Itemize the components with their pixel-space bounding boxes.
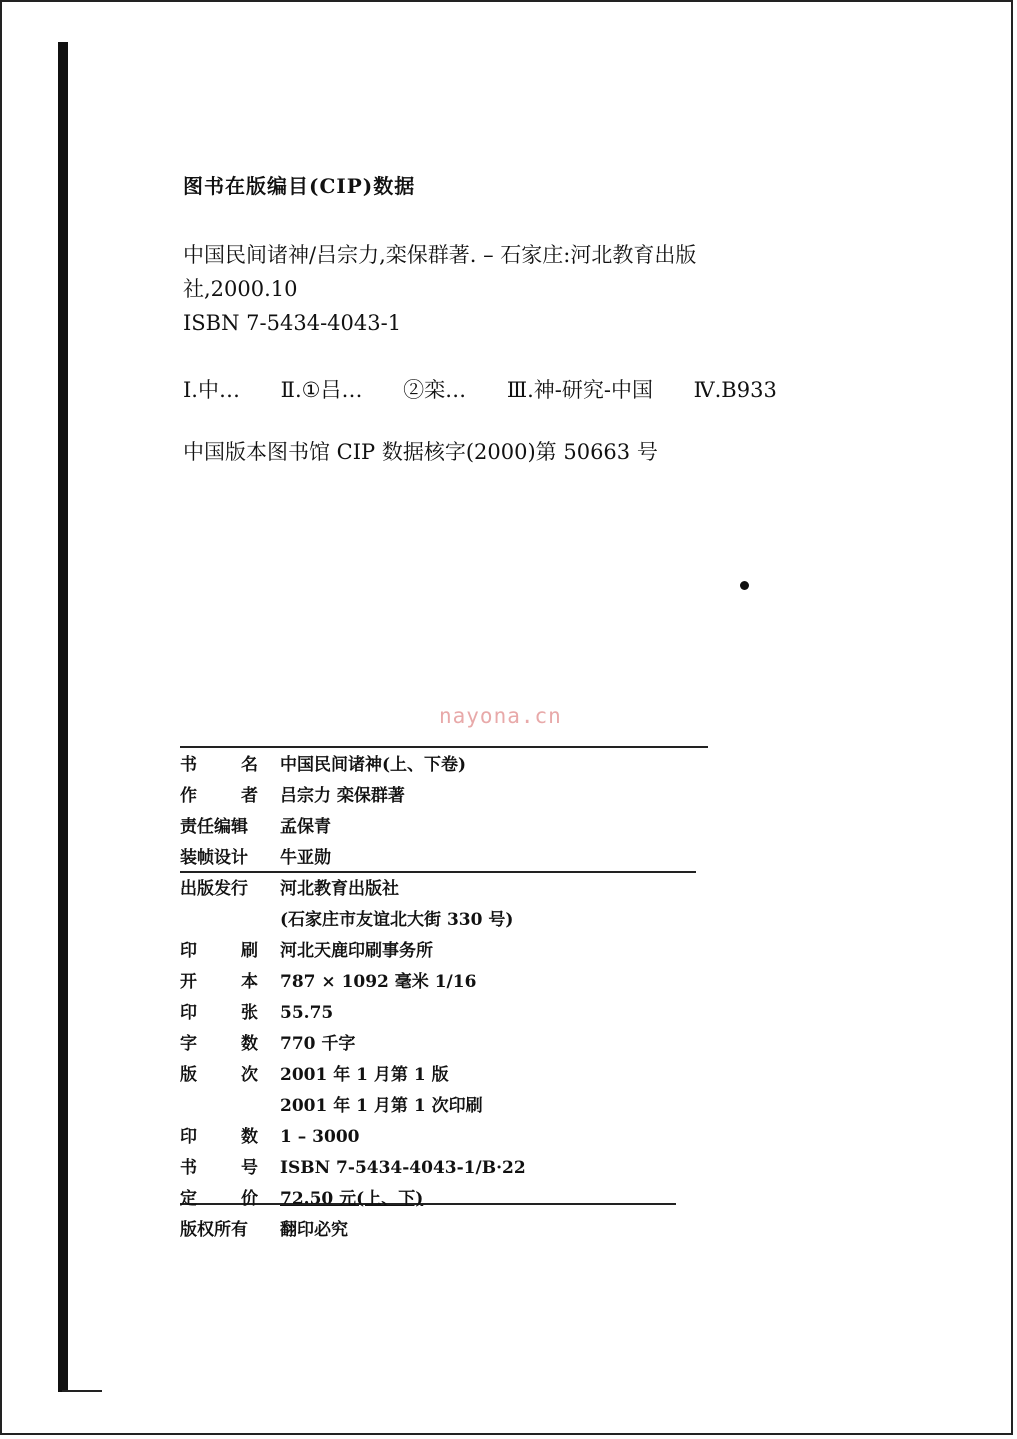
colophon-row xyxy=(180,750,466,775)
colophon-key-part: 数 xyxy=(241,1034,258,1054)
classification-item: Ⅱ.①吕… xyxy=(280,378,363,402)
colophon-key xyxy=(180,1029,258,1054)
colophon-key xyxy=(180,998,258,1023)
colophon-value: ISBN 7-5434-4043-1/B·22 xyxy=(280,1158,526,1178)
colophon-key xyxy=(180,874,258,899)
colophon-key-part: 定 xyxy=(180,1189,197,1209)
colophon-key-part: 责任编辑 xyxy=(180,817,248,837)
colophon-key-part: 数 xyxy=(241,1127,258,1147)
colophon-value: 吕宗力 栾保群著 xyxy=(280,786,405,806)
colophon-key-part: 装帧设计 xyxy=(180,848,248,868)
classification-item: Ⅳ.B933 xyxy=(693,378,777,402)
colophon-key-part: 作 xyxy=(180,786,197,806)
colophon-key-part: 开 xyxy=(180,972,197,992)
colophon-row xyxy=(180,1060,449,1085)
colophon-row xyxy=(180,936,433,961)
colophon-value: 1 – 3000 xyxy=(280,1127,360,1147)
cip-verification-number: 中国版本图书馆 CIP 数据核字(2000)第 50663 号 xyxy=(183,440,658,464)
colophon-mid-rule xyxy=(180,871,696,873)
colophon-key xyxy=(180,812,258,837)
colophon-row xyxy=(180,998,333,1023)
classification-item: Ⅰ.中… xyxy=(183,378,240,402)
colophon-row xyxy=(180,781,405,806)
colophon-value: 770 千字 xyxy=(280,1034,356,1054)
colophon-key xyxy=(180,843,258,868)
colophon-value: 2001 年 1 月第 1 次印刷 xyxy=(280,1096,483,1116)
colophon-row xyxy=(180,1122,359,1147)
cip-classification xyxy=(183,374,801,404)
colophon-row xyxy=(180,1153,526,1178)
colophon-row xyxy=(180,874,399,899)
colophon-key-part: 张 xyxy=(241,1003,258,1023)
colophon-key-part: 书 xyxy=(180,755,197,775)
colophon-key xyxy=(180,1153,258,1178)
colophon-value: 翻印必究 xyxy=(280,1220,348,1240)
colophon-row xyxy=(180,1215,348,1240)
colophon-key-part: 出版发行 xyxy=(180,879,248,899)
colophon-key xyxy=(180,750,258,775)
colophon-key xyxy=(180,936,258,961)
cip-line-publisher-date: 社,2000.10 xyxy=(183,277,298,301)
colophon-key-part: 名 xyxy=(241,755,258,775)
colophon-key-part: 号 xyxy=(241,1158,258,1178)
bottom-edge-tick xyxy=(62,1390,102,1392)
colophon-key-part: 印 xyxy=(180,1003,197,1023)
colophon-row xyxy=(180,905,513,930)
colophon-key-part: 字 xyxy=(180,1034,197,1054)
cip-title: 图书在版编目(CIP)数据 xyxy=(183,174,416,198)
colophon-value: 河北教育出版社 xyxy=(280,879,399,899)
classification-item: ②栾… xyxy=(403,378,467,402)
cip-line-isbn: ISBN 7-5434-4043-1 xyxy=(183,311,402,335)
colophon-key-part: 书 xyxy=(180,1158,197,1178)
colophon-key-part: 版 xyxy=(180,1065,197,1085)
colophon-key-part: 版权所有 xyxy=(180,1220,248,1240)
watermark: nayona.cn xyxy=(439,704,562,728)
colophon-key xyxy=(180,967,258,992)
colophon-row xyxy=(180,1029,355,1054)
cip-line-title-author: 中国民间诸神/吕宗力,栾保群著. – 石家庄:河北教育出版 xyxy=(183,243,697,267)
colophon-row xyxy=(180,1091,483,1116)
colophon-key-part: 者 xyxy=(241,786,258,806)
ink-dot xyxy=(740,581,749,590)
colophon-row xyxy=(180,843,331,868)
colophon-key-part: 印 xyxy=(180,941,197,961)
colophon-key xyxy=(180,1184,258,1209)
cip-record xyxy=(183,238,823,340)
colophon-value: (石家庄市友谊北大街 330 号) xyxy=(280,910,514,930)
colophon-value: 55.75 xyxy=(280,1003,334,1023)
colophon-key xyxy=(180,1060,258,1085)
binding-edge-bar xyxy=(58,42,68,1392)
colophon-row xyxy=(180,1184,423,1209)
colophon-key-part: 次 xyxy=(241,1065,258,1085)
colophon-key-part: 刷 xyxy=(241,941,258,961)
classification-item: Ⅲ.神-研究-中国 xyxy=(506,378,653,402)
colophon-key xyxy=(180,1122,258,1147)
colophon-key-part: 价 xyxy=(241,1189,258,1209)
colophon-value: 72.50 元(上、下) xyxy=(280,1189,424,1209)
colophon-top-rule xyxy=(180,746,708,748)
colophon-value: 中国民间诸神(上、下卷) xyxy=(280,755,467,775)
colophon-row xyxy=(180,812,331,837)
colophon-value: 787 × 1092 毫米 1/16 xyxy=(280,972,477,992)
colophon-key-part: 印 xyxy=(180,1127,197,1147)
colophon-value: 河北天鹿印刷事务所 xyxy=(280,941,433,961)
colophon-value: 牛亚勋 xyxy=(280,848,331,868)
colophon-key-part: 本 xyxy=(241,972,258,992)
colophon-key xyxy=(180,781,258,806)
colophon-key xyxy=(180,1215,258,1240)
colophon-value: 2001 年 1 月第 1 版 xyxy=(280,1065,449,1085)
colophon-value: 孟保青 xyxy=(280,817,331,837)
colophon-row xyxy=(180,967,476,992)
